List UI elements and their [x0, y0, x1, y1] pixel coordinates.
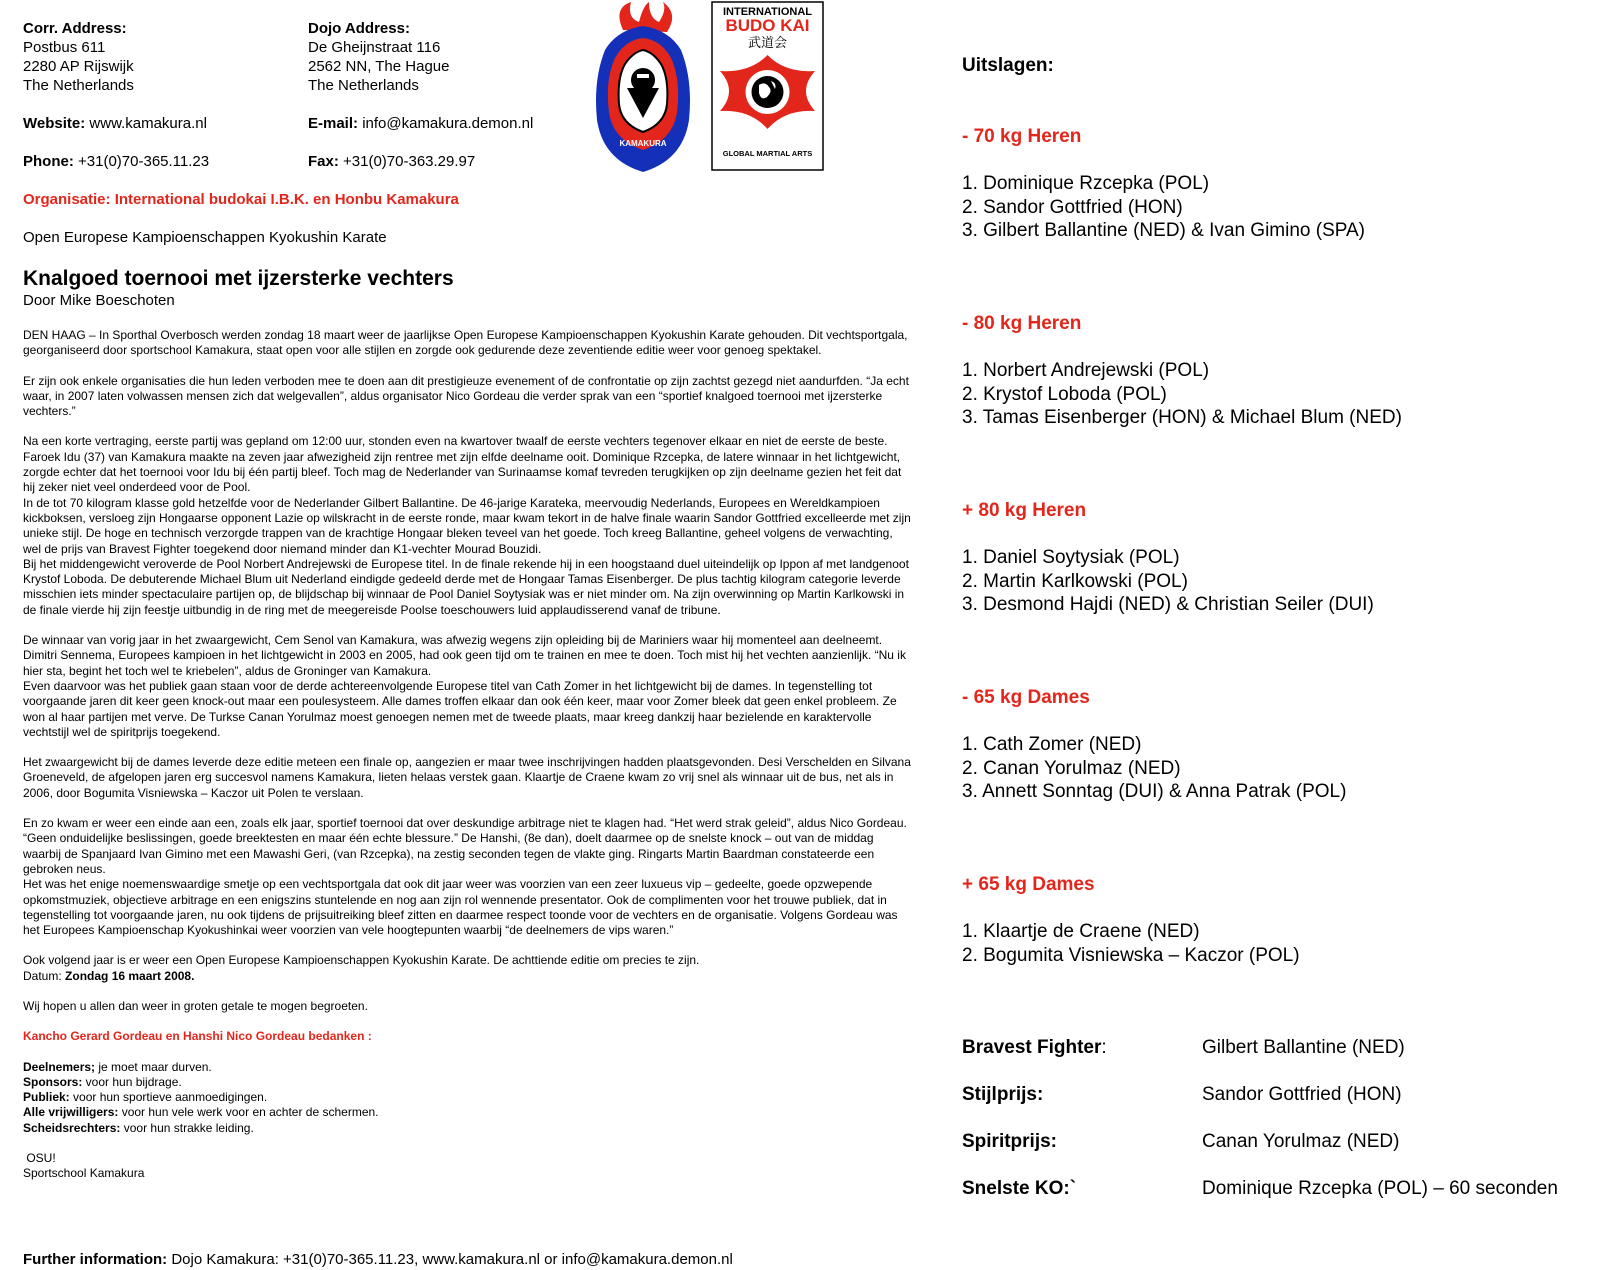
place-line: 2. Canan Yorulmaz (NED) [962, 757, 1181, 779]
article-paragraph: Er zijn ook enkele organisaties die hun leden verboden mee te doen aan dit prestigieuze evenement of de confrontatie op zijn zachtst gezegd niet aandurfden. “Ja echt waar, in 2007 laten volwassen mensen zich dat welgevallen”, aldus organisator Nico Gordeau die verder sprak van een “sportief knalgoed toernooi met ijzersterke vechters.” [23, 373, 909, 419]
thanks-label: Sponsors: [23, 1074, 83, 1089]
corr-address-label: Corr. Address: [23, 20, 127, 37]
category-places [962, 733, 1346, 804]
article-paragraph: Bij het middengewicht veroverde de Pool Norbert Andrejewski de Europese titel. In de finale rekende hij in een hoogstaand duel uiteindelijk op Ippon af met landgenoot Krystof Loboda. De debuterende Michael Blum uit Nederland eindigde gedeeld derde met de Hongaar Tamas Eisenberger. De plus tachtig kilogram categorie leverde misschien iets minder spectaculaire partijen op, de blijdschap bij winnaar de Pool Daniel Soytysiak was er niet minder om. Na zijn overwinning op Martin Karlkowski in de finale vierde hij zijn feestje uitbundig in de ring met de meegereisde Poolse toeschouwers luid applaudisserend vanaf de tribune. [23, 556, 909, 617]
correspondence-address [23, 19, 283, 171]
category-title: + 65 kg Dames [962, 874, 1095, 895]
website-line [23, 114, 283, 133]
article-paragraph: In de tot 70 kilogram klasse gold hetzelfde voor de Nederlander Gilbert Ballantine. De 46-jarige Karateka, meervoudig Nederlands, Europees en Wereldkampioen kickboksen, versloeg zijn Hongaarse opponent Lazie op wilskracht in de eerste ronde, maar kwam tekort in de halve finale waarin Sandor Gottfried excelleerde met zijn unieke stijl. De hoge en technisch verzorgde trappen van de krachtige Hongaar bleken teveel van het goede. Toch kreeg Ballantine, geheel volgens de verwachting, wel de prijs van Bravest Fighter toegekend door niemand minder dan K1-vechter Mourad Bouzidi. [23, 495, 911, 556]
budokai-logo [711, 1, 824, 171]
phone-label: Phone: [23, 153, 74, 170]
article-paragraph: Wij hopen u allen dan weer in groten getale te mogen begroeten. [23, 998, 368, 1013]
prize-label [962, 1037, 1107, 1059]
prize-label: Spiritprijs: [962, 1131, 1058, 1152]
article-paragraph: Het zwaargewicht bij de dames leverde deze editie meteen een finale op, aangezien er maar twee inschrijvingen hadden plaatsgevonden. Desi Verschelden en Silvana Groeneveld, de afgelopen jaren erg succesvol namens Kamakura, lieten helaas verstek gaan. Klaartje de Craene kwam zo vrij snel als winnaar uit de bus, net als in 2006, door Bogumita Visniewska – Kaczor uit Polen te verslaan. [23, 755, 911, 800]
place-line: 1. Dominique Rzcepka (POL) [962, 173, 1210, 194]
results-section [962, 55, 1592, 77]
phone-value: +31(0)70-365.11.23 [78, 153, 210, 170]
fax-value: +31(0)70-363.29.97 [343, 153, 476, 170]
budokai-kanji: 武道会 [747, 36, 788, 51]
article-paragraph: Het was het enige noemenswaardige smetje op een vechtsportgala dat ook dit jaar weer was voorzien van een zeer luxueus vip – gedeelte, goede opzwepende opkomstmuziek, objectieve arbitrage en een enigszins stuntelende en nog aan zijn rol wennende presentator. Ook de complimenten voor het trouwe publiek, dat in tegenstelling tot voorgaande jaren, nu ook tijdens de prijsuitreiking bleef zitten en daarmee respect toonde voor de vechters en de organisatie. Volgens Gordeau was het Europees Kampioenschap Kyokushinkai weer voorzien van vele hoogtepunten waarbij “de deelnemers de vips waren.” [23, 877, 898, 938]
thanks-text: voor hun bijdrage. [82, 1074, 182, 1089]
article-paragraph: DEN HAAG – In Sporthal Overbosch werden zondag 18 maart weer de jaarlijkse Open Europese Kampioenschappen Kyokushin Karate gehouden. Dit vechtsportgala, georganiseerd door sportschool Kamakura, staat open voor alle stijlen en zorgde ook gedurende deze zeventiende editie weer voor genoeg spektakel. [23, 328, 908, 358]
article-paragraph: Na een korte vertraging, eerste partij was gepland om 12:00 uur, stonden even na kwartover twaalf de eerste vechters tegenover elkaar en niet de eerste de beste. Faroek Idu (37) van Kamakura maakte na zeven jaar afwezigheid zijn rentree met zijn elfde deelname ooit. Dominique Rzcepka, de latere winnaar in het lichtgewicht, zorgde echter dat het toernooi voor Idu bij één partij bleef. Toch mag de Nederlander van Surinaamse komaf tevreden terugkijken op zijn deelname gezien het feit dat hij zeker niet veel onderdeed voor de Pool. [23, 434, 902, 495]
category-title: - 80 kg Heren [962, 313, 1082, 334]
article-headline: Knalgoed toernooi met ijzersterke vechters [23, 267, 454, 290]
budokai-line2: BUDO KAI [725, 16, 810, 35]
thanks-item [23, 1060, 913, 1075]
further-information [23, 1251, 733, 1268]
prize-value: Gilbert Ballantine (NED) [1202, 1037, 1405, 1058]
results-title: Uitslagen: [962, 55, 1054, 76]
place-line: 2. Krystof Loboda (POL) [962, 383, 1167, 405]
corr-address-line: 2280 AP Rijswijk [23, 58, 134, 75]
event-date-line [23, 969, 913, 984]
place-line: 1. Klaartje de Craene (NED) [962, 921, 1200, 942]
article-paragraph: Ook volgend jaar is er weer een Open Europese Kampioenschappen Kyokushin Karate. De achttiende editie om precies te zijn. [23, 953, 700, 968]
article-byline: Door Mike Boeschoten [23, 292, 175, 309]
place-line: 3. Desmond Hajdi (NED) & Christian Seiler (DUI) [962, 594, 1374, 615]
thanks-text: je moet maar durven. [95, 1059, 212, 1074]
phone-line [23, 152, 283, 171]
website-link[interactable]: www.kamakura.nl [89, 115, 207, 132]
place-line: 1. Norbert Andrejewski (POL) [962, 360, 1210, 381]
thanks-text: voor hun vele werk voor en achter de schermen. [118, 1105, 379, 1120]
prize-value: Canan Yorulmaz (NED) [1202, 1131, 1400, 1152]
place-line: 1. Daniel Soytysiak (POL) [962, 547, 1180, 568]
article-paragraph: En zo kwam er weer een einde aan een, zoals elk jaar, sportief toernooi dat over deskundige arbitrage niet te klagen had. “Het werd strak geleid”, aldus Nico Gordeau. “Geen onduidelijke beslissingen, goede breektesten en maar één echte blessure.” De Hanshi, (8e dan), doelt daarmee op de snelste knock – out van de middag waarbij de Spanjaard Ivan Gimino met een Mawashi Geri, (van Rzcepka), na zestig seconden tegen de vlakte ging. Ringarts Martin Baardman constateerde een gebroken neus. [23, 816, 907, 876]
thanks-label: Publiek: [23, 1090, 70, 1105]
prize-label: Stijlprijs: [962, 1084, 1044, 1105]
thanks-label: Alle vrijwilligers: [23, 1105, 119, 1120]
place-line: 3. Annett Sonntag (DUI) & Anna Patrak (POL) [962, 781, 1347, 802]
osu-greeting: OSU! [23, 1151, 56, 1166]
dojo-address [308, 19, 588, 171]
prize-value: Dominique Rzcepka (POL) – 60 seconden [1202, 1178, 1558, 1199]
budokai-line1: INTERNATIONAL [722, 6, 813, 18]
email-label: E-mail: [308, 115, 359, 132]
category-title: + 80 kg Heren [962, 500, 1087, 521]
fax-line [308, 152, 588, 171]
category-title: - 70 kg Heren [962, 126, 1082, 147]
thanks-label: Scheidsrechters: [23, 1120, 121, 1135]
prize-label: Snelste KO:` [962, 1178, 1077, 1199]
dojo-address-label: Dojo Address: [308, 20, 410, 37]
corr-address-line: The Netherlands [23, 77, 134, 94]
thanks-label: Deelnemers; [23, 1059, 96, 1074]
thanks-title: Kancho Gerard Gordeau en Hanshi Nico Gordeau bedanken : [23, 1029, 372, 1044]
category-places [962, 359, 1402, 430]
fax-label: Fax: [308, 153, 339, 170]
place-line: 1. Cath Zomer (NED) [962, 734, 1142, 755]
article-paragraph: Even daarvoor was het publiek gaan staan voor de derde achtereenvolgende Europese titel van Cath Zomer in het lichtgewicht bij de dames. In tegenstelling tot voorgaande jaren dit keer geen knock-out maar een poulesysteem. Alle dames troffen elkaar dan ook één keer, maar voor Zomer bleek dat geen enkel probleem. Ze won al haar partijen met verve. De Turkse Canan Yorulmaz moest genoegen nemen met de tweede plaats, maar kreeg dankzij haar bezielende en karaktervolle vechtstijl wel de spiritprijs toegekend. [23, 678, 897, 739]
dojo-address-line: De Gheijnstraat 116 [308, 39, 441, 56]
place-line: 2. Bogumita Visniewska – Kaczor (POL) [962, 944, 1300, 966]
dojo-address-line: 2562 NN, The Hague [308, 58, 450, 75]
category-title: - 65 kg Dames [962, 687, 1090, 708]
article-body [23, 328, 913, 1182]
place-line: 2. Martin Karlkowski (POL) [962, 570, 1188, 592]
kamakura-emblem-icon [593, 0, 693, 172]
dojo-address-line: The Netherlands [308, 77, 419, 94]
event-name: Open Europese Kampioenschappen Kyokushin Karate [23, 229, 387, 246]
kamakura-logo [593, 0, 693, 172]
kamakura-logo-text: KAMAKURA [619, 139, 667, 148]
prize-label-text: Bravest Fighter [962, 1037, 1102, 1058]
signature: Sportschool Kamakura [23, 1166, 145, 1181]
prize-label-suffix: : [1101, 1037, 1107, 1058]
budokai-emblem-icon [711, 1, 824, 171]
place-line: 3. Tamas Eisenberger (HON) & Michael Blum (NED) [962, 407, 1402, 428]
category-places [962, 546, 1374, 617]
thanks-item [23, 1075, 913, 1090]
email-link[interactable]: info@kamakura.demon.nl [362, 115, 534, 132]
thanks-item [23, 1121, 913, 1136]
date-value: Zondag 16 maart 2008. [65, 968, 195, 983]
thanks-text: voor hun strakke leiding. [120, 1120, 254, 1135]
place-line: 2. Sandor Gottfried (HON) [962, 196, 1183, 218]
email-line [308, 114, 588, 133]
thanks-list [23, 1060, 913, 1136]
category-places [962, 920, 1300, 967]
place-line: 3. Gilbert Ballantine (NED) & Ivan Gimino (SPA) [962, 220, 1366, 241]
budokai-footer: GLOBAL MARTIAL ARTS [722, 149, 813, 158]
corr-address-line: Postbus 611 [23, 39, 106, 56]
category-places [962, 172, 1365, 243]
thanks-item [23, 1090, 913, 1105]
website-label: Website: [23, 115, 86, 132]
organisation-line: Organisatie: International budokai I.B.K. en Honbu Kamakura [23, 191, 459, 208]
date-label: Datum: [23, 968, 62, 983]
prize-value: Sandor Gottfried (HON) [1202, 1084, 1402, 1105]
article-paragraph: De winnaar van vorig jaar in het zwaargewicht, Cem Senol van Kamakura, was afwezig wegens zijn opleiding bij de Mariniers waar hij momenteel aan deelneemt. Dimitri Sennema, Europees kampioen in het lichtgewicht in 2003 en 2005, had ook geen tijd om te trainen en mee te doen. Toch mist hij het vechten aanzienlijk. “Nu ik hier sta, begint het toch wel te kriebelen”, aldus de Groninger van Kamakura. [23, 633, 906, 678]
thanks-item [23, 1105, 913, 1120]
thanks-text: voor hun sportieve aanmoedigingen. [69, 1090, 268, 1105]
further-label: Further information: [23, 1251, 168, 1268]
further-text: Dojo Kamakura: +31(0)70-365.11.23, www.kamakura.nl or info@kamakura.demon.nl [167, 1251, 733, 1268]
